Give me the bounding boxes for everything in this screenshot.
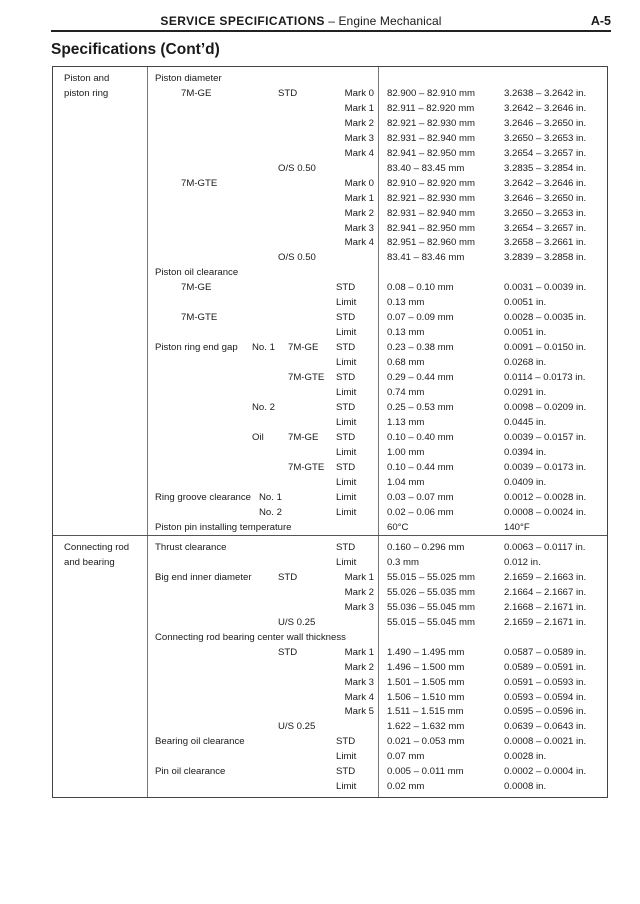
- group-label: Connecting rod: [64, 542, 130, 553]
- mark-label: Mark 3: [344, 601, 374, 613]
- condition-label: Limit: [336, 357, 357, 369]
- size-label: O/S 0.50: [278, 162, 316, 174]
- size-label: STD: [278, 87, 298, 99]
- mark-label: Mark 5: [344, 706, 374, 718]
- mark-label: Mark 4: [344, 691, 374, 703]
- imperial-value: 3.2642 – 3.2646 in.: [504, 177, 587, 189]
- metric-value: 0.03 – 0.07 mm: [387, 491, 454, 503]
- imperial-value: 3.2654 – 3.2657 in.: [504, 147, 587, 159]
- imperial-value: 0.0028 in.: [504, 751, 547, 763]
- imperial-value: 3.2642 – 3.2646 in.: [504, 102, 587, 114]
- imperial-value: 0.0091 – 0.0150 in.: [504, 342, 587, 354]
- imperial-value: 0.0268 in.: [504, 357, 547, 369]
- mark-label: Mark 2: [344, 661, 374, 673]
- condition-label: STD: [336, 342, 356, 354]
- imperial-value: 2.1668 – 2.1671 in.: [504, 601, 587, 613]
- condition-label: STD: [336, 461, 356, 473]
- page-number: A-5: [590, 14, 611, 28]
- metric-value: 0.07 mm: [387, 751, 425, 763]
- metric-value: 60°C: [387, 521, 409, 533]
- imperial-value: 0.0409 in.: [504, 476, 547, 488]
- metric-value: 0.021 – 0.053 mm: [387, 736, 465, 748]
- engine-label: 7M-GE: [181, 87, 212, 99]
- imperial-value: 0.0098 – 0.0209 in.: [504, 401, 587, 413]
- metric-value: 0.13 mm: [387, 327, 425, 339]
- metric-value: 55.036 – 55.045 mm: [387, 601, 476, 613]
- metric-value: 55.015 – 55.025 mm: [387, 571, 476, 583]
- column-divider: [147, 67, 148, 797]
- size-label: U/S 0.25: [278, 721, 316, 733]
- metric-value: 0.68 mm: [387, 357, 425, 369]
- metric-value: 1.622 – 1.632 mm: [387, 721, 465, 733]
- group-divider: [53, 535, 607, 536]
- engine-label: 7M-GE: [288, 431, 319, 443]
- condition-label: Limit: [336, 297, 357, 309]
- spec-item-label: Bearing oil clearance: [155, 736, 245, 748]
- metric-value: 82.921 – 82.930 mm: [387, 117, 476, 129]
- running-title: [51, 14, 551, 28]
- metric-value: 0.13 mm: [387, 297, 425, 309]
- imperial-value: 0.0051 in.: [504, 297, 547, 309]
- condition-label: Limit: [336, 751, 357, 763]
- metric-value: 55.015 – 55.045 mm: [387, 616, 476, 628]
- metric-value: 82.951 – 82.960 mm: [387, 237, 476, 249]
- imperial-value: 3.2839 – 3.2858 in.: [504, 252, 587, 264]
- spec-item-label: Big end inner diameter: [155, 571, 252, 583]
- mark-label: Mark 1: [344, 571, 374, 583]
- condition-label: STD: [336, 282, 356, 294]
- condition-label: Limit: [336, 327, 357, 339]
- ring-label: Oil: [252, 431, 264, 443]
- imperial-value: 0.0593 – 0.0594 in.: [504, 691, 587, 703]
- metric-value: 0.25 – 0.53 mm: [387, 401, 454, 413]
- mark-label: Mark 1: [344, 646, 374, 658]
- metric-value: 0.02 mm: [387, 781, 425, 793]
- metric-value: 82.931 – 82.940 mm: [387, 132, 476, 144]
- section-title: Specifications (Cont’d): [51, 41, 220, 58]
- size-label: STD: [278, 646, 298, 658]
- imperial-value: 2.1659 – 2.1671 in.: [504, 616, 587, 628]
- metric-value: 1.506 – 1.510 mm: [387, 691, 465, 703]
- mark-label: Mark 2: [344, 207, 374, 219]
- spec-item-label: Thrust clearance: [155, 542, 227, 553]
- metric-value: 55.026 – 55.035 mm: [387, 586, 476, 598]
- spec-item-label: Ring groove clearance: [155, 491, 251, 503]
- imperial-value: 3.2835 – 3.2854 in.: [504, 162, 587, 174]
- imperial-value: 3.2646 – 3.2650 in.: [504, 192, 587, 204]
- imperial-value: 0.0639 – 0.0643 in.: [504, 721, 587, 733]
- imperial-value: 140°F: [504, 521, 530, 533]
- condition-label: Limit: [336, 491, 357, 503]
- imperial-value: 0.0063 – 0.0117 in.: [504, 542, 586, 553]
- running-title-rest: – Engine Mechanical: [324, 14, 442, 28]
- imperial-value: 0.0012 – 0.0028 in.: [504, 491, 587, 503]
- page-header: [51, 14, 611, 31]
- condition-label: Limit: [336, 506, 357, 518]
- imperial-value: 0.0589 – 0.0591 in.: [504, 661, 587, 673]
- imperial-value: 0.0595 – 0.0596 in.: [504, 706, 587, 718]
- imperial-value: 2.1659 – 2.1663 in.: [504, 571, 587, 583]
- metric-value: 83.40 – 83.45 mm: [387, 162, 465, 174]
- ring-label: No. 2: [252, 401, 275, 413]
- metric-value: 82.941 – 82.950 mm: [387, 222, 476, 234]
- spec-table: [52, 66, 608, 798]
- imperial-value: 0.0039 – 0.0173 in.: [504, 461, 587, 473]
- imperial-value: 0.0031 – 0.0039 in.: [504, 282, 587, 294]
- header-rule: [51, 30, 611, 32]
- ring-label: No. 2: [259, 506, 282, 518]
- engine-label: 7M-GTE: [288, 372, 325, 383]
- size-label: O/S 0.50: [278, 252, 316, 264]
- condition-label: STD: [336, 542, 356, 553]
- imperial-value: 3.2650 – 3.2653 in.: [504, 132, 587, 144]
- metric-value: 83.41 – 83.46 mm: [387, 252, 465, 264]
- metric-value: 82.910 – 82.920 mm: [387, 177, 476, 189]
- imperial-value: 3.2646 – 3.2650 in.: [504, 117, 587, 129]
- group-label: piston ring: [64, 87, 109, 99]
- metric-value: 0.08 – 0.10 mm: [387, 282, 454, 294]
- condition-label: Limit: [336, 476, 357, 488]
- imperial-value: 0.0039 – 0.0157 in.: [504, 431, 587, 443]
- metric-value: 82.911 – 82.920 mm: [387, 102, 475, 114]
- condition-label: STD: [336, 312, 356, 324]
- size-label: U/S 0.25: [278, 616, 316, 628]
- metric-value: 82.941 – 82.950 mm: [387, 147, 476, 159]
- condition-label: Limit: [336, 416, 357, 428]
- metric-value: 1.511 – 1.515 mm: [387, 706, 464, 718]
- spec-item-label: Piston oil clearance: [155, 267, 239, 279]
- metric-value: 82.900 – 82.910 mm: [387, 87, 476, 99]
- imperial-value: 0.0445 in.: [504, 416, 547, 428]
- metric-value: 0.02 – 0.06 mm: [387, 506, 454, 518]
- imperial-value: 3.2658 – 3.2661 in.: [504, 237, 587, 249]
- mark-label: Mark 0: [344, 87, 374, 99]
- metric-value: 0.10 – 0.44 mm: [387, 461, 454, 473]
- mark-label: Mark 0: [344, 177, 374, 189]
- metric-value: 0.07 – 0.09 mm: [387, 312, 454, 324]
- imperial-value: 0.0002 – 0.0004 in.: [504, 766, 587, 778]
- engine-label: 7M-GE: [288, 342, 319, 354]
- mark-label: Mark 3: [344, 132, 374, 144]
- imperial-value: 0.0114 – 0.0173 in.: [504, 372, 586, 383]
- imperial-value: 0.0008 in.: [504, 781, 547, 793]
- condition-label: Limit: [336, 386, 357, 398]
- condition-label: STD: [336, 736, 356, 748]
- imperial-value: 0.0291 in.: [504, 386, 547, 398]
- metric-value: 0.005 – 0.011 mm: [387, 766, 464, 778]
- mark-label: Mark 1: [344, 192, 374, 204]
- mark-label: Mark 3: [344, 676, 374, 688]
- metric-value: 0.23 – 0.38 mm: [387, 342, 454, 354]
- engine-label: 7M-GTE: [288, 461, 325, 473]
- size-label: STD: [278, 571, 298, 583]
- metric-value: 0.10 – 0.40 mm: [387, 431, 454, 443]
- imperial-value: 0.0028 – 0.0035 in.: [504, 312, 587, 324]
- condition-label: Limit: [336, 556, 357, 568]
- condition-label: STD: [336, 372, 356, 383]
- running-title-bold: SERVICE SPECIFICATIONS: [160, 14, 325, 28]
- column-divider: [378, 67, 379, 797]
- imperial-value: 3.2638 – 3.2642 in.: [504, 87, 587, 99]
- imperial-value: 0.0008 – 0.0024 in.: [504, 506, 587, 518]
- metric-value: 0.74 mm: [387, 386, 425, 398]
- imperial-value: 3.2654 – 3.2657 in.: [504, 222, 587, 234]
- engine-label: 7M-GTE: [181, 177, 218, 189]
- imperial-value: 0.0051 in.: [504, 327, 547, 339]
- imperial-value: 0.0008 – 0.0021 in.: [504, 736, 587, 748]
- spec-item-label: Piston pin installing temperature: [155, 521, 292, 533]
- condition-label: STD: [336, 766, 356, 778]
- imperial-value: 0.0587 – 0.0589 in.: [504, 646, 587, 658]
- spec-item-label: Connecting rod bearing center wall thickness: [155, 631, 346, 643]
- spec-item-label: Pin oil clearance: [155, 766, 226, 778]
- engine-label: 7M-GE: [181, 282, 212, 294]
- metric-value: 82.931 – 82.940 mm: [387, 207, 476, 219]
- ring-label: No. 1: [259, 491, 282, 503]
- metric-value: 0.3 mm: [387, 556, 419, 568]
- metric-value: 1.501 – 1.505 mm: [387, 676, 465, 688]
- group-label: Piston and: [64, 73, 110, 84]
- metric-value: 0.29 – 0.44 mm: [387, 372, 454, 383]
- mark-label: Mark 4: [344, 147, 374, 159]
- mark-label: Mark 1: [344, 102, 374, 114]
- condition-label: Limit: [336, 446, 357, 458]
- engine-label: 7M-GTE: [181, 312, 218, 324]
- condition-label: Limit: [336, 781, 357, 793]
- imperial-value: 3.2650 – 3.2653 in.: [504, 207, 587, 219]
- imperial-value: 0.0591 – 0.0593 in.: [504, 676, 587, 688]
- metric-value: 1.04 mm: [387, 476, 425, 488]
- condition-label: STD: [336, 401, 356, 413]
- metric-value: 1.496 – 1.500 mm: [387, 661, 465, 673]
- spec-item-label: Piston diameter: [155, 73, 222, 84]
- metric-value: 1.490 – 1.495 mm: [387, 646, 465, 658]
- condition-label: STD: [336, 431, 356, 443]
- mark-label: Mark 2: [344, 117, 374, 129]
- spec-item-label: Piston ring end gap: [155, 342, 238, 354]
- mark-label: Mark 4: [344, 237, 374, 249]
- imperial-value: 0.0394 in.: [504, 446, 547, 458]
- group-label: and bearing: [64, 556, 115, 568]
- mark-label: Mark 3: [344, 222, 374, 234]
- mark-label: Mark 2: [344, 586, 374, 598]
- imperial-value: 2.1664 – 2.1667 in.: [504, 586, 587, 598]
- metric-value: 1.13 mm: [387, 416, 425, 428]
- ring-label: No. 1: [252, 342, 275, 354]
- metric-value: 82.921 – 82.930 mm: [387, 192, 476, 204]
- metric-value: 0.160 – 0.296 mm: [387, 542, 465, 553]
- imperial-value: 0.012 in.: [504, 556, 541, 568]
- metric-value: 1.00 mm: [387, 446, 425, 458]
